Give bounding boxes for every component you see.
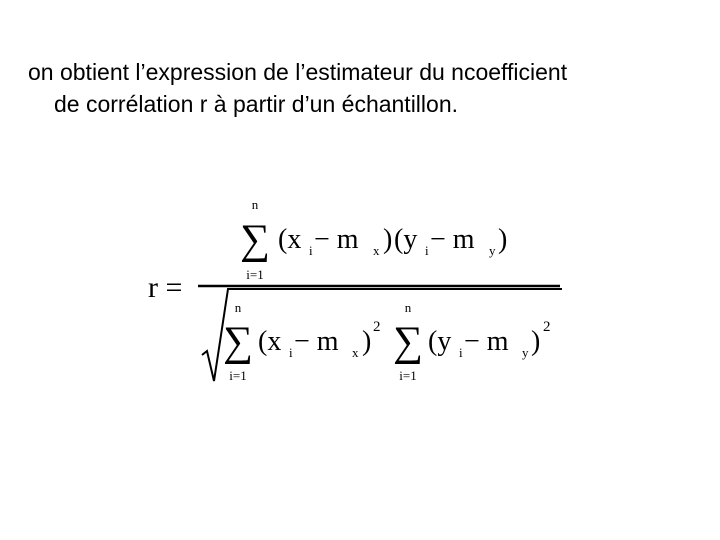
numerator-x-minus: − m	[314, 224, 359, 255]
denominator-sum2-lower: i=1	[399, 368, 417, 383]
denominator-y-power: 2	[543, 319, 551, 335]
formula-lhs: r =	[148, 271, 183, 304]
numerator-mx-sub: x	[373, 243, 380, 258]
numerator-sum-upper: n	[251, 197, 259, 212]
denominator-mx-sub: x	[352, 345, 359, 360]
denominator-x-close: )	[362, 326, 372, 357]
numerator-x-open: (x	[278, 224, 302, 255]
numerator-my-sub: y	[489, 243, 496, 258]
numerator-y-minus: − m	[430, 224, 475, 255]
numerator-y-sub: i	[425, 243, 429, 258]
denominator-y-open: (y	[428, 326, 452, 357]
paragraph-line-1: on obtient l’expression de l’estimateur du ncoefficient	[28, 59, 568, 85]
formula-svg	[140, 195, 580, 395]
denominator-x-minus: − m	[294, 326, 339, 357]
denominator-y-sub: i	[459, 345, 463, 360]
numerator-sum-lower: i=1	[246, 267, 264, 282]
denominator-y-close: )	[531, 326, 541, 357]
body-paragraph	[28, 56, 708, 120]
denominator-y-minus: − m	[464, 326, 509, 357]
denominator-sum1-upper: n	[234, 300, 242, 315]
numerator-x-sub: i	[309, 243, 313, 258]
denominator-x-power: 2	[373, 319, 381, 335]
denominator-x-sub: i	[289, 345, 293, 360]
denominator-sum2-symbol: ∑	[393, 319, 423, 365]
numerator-sum-symbol: ∑	[240, 217, 270, 263]
denominator-my-sub: y	[522, 345, 529, 360]
numerator-y-open: (y	[394, 224, 418, 255]
denominator-sum2-upper: n	[404, 300, 412, 315]
correlation-formula	[140, 195, 580, 395]
numerator-x-close: )	[383, 224, 393, 255]
denominator-x-open: (x	[258, 326, 282, 357]
denominator-sum1-lower: i=1	[229, 368, 247, 383]
denominator-sum1-symbol: ∑	[223, 319, 253, 365]
paragraph-line-2: de corrélation r à partir d’un échantillon.	[54, 91, 459, 117]
numerator-y-close: )	[498, 224, 508, 255]
